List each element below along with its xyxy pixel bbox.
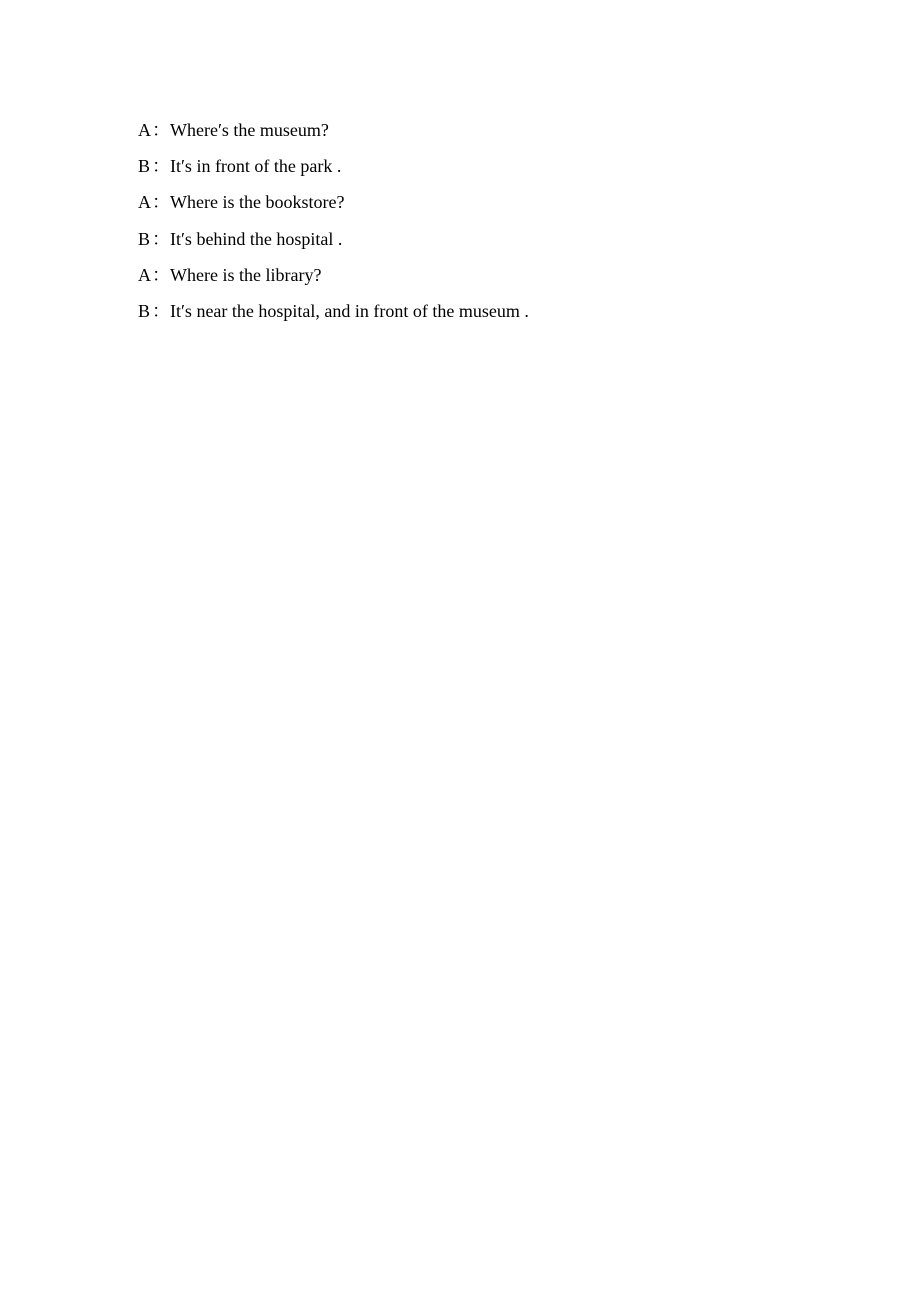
speaker-separator: ： (152, 156, 170, 177)
dialogue-text: Where′s the museum? (170, 120, 329, 140)
speaker-separator: ： (152, 300, 170, 321)
speaker-separator: ： (152, 228, 170, 249)
speaker-label: A (138, 120, 151, 140)
dialogue-text: It′s near the hospital, and in front of the museum . (170, 300, 529, 321)
dialogue-text: Where is the library? (170, 264, 322, 285)
speaker-label: B (138, 228, 151, 249)
speaker-separator: ： (152, 192, 170, 213)
dialogue-line (138, 190, 798, 226)
dialogue-line (138, 263, 798, 299)
speaker-label: A (138, 264, 151, 285)
speaker-separator: ： (152, 120, 170, 140)
dialogue-line (138, 299, 798, 335)
dialogue-line (138, 227, 798, 263)
speaker-separator: ： (152, 264, 170, 285)
dialogue-line (138, 154, 798, 190)
dialogue (138, 118, 798, 335)
speaker-label: B (138, 300, 151, 321)
dialogue-line (138, 118, 798, 154)
speaker-label: B (138, 156, 151, 177)
dialogue-text: Where is the bookstore? (170, 192, 345, 213)
dialogue-text: It′s in front of the park . (170, 156, 342, 177)
dialogue-text: It′s behind the hospital . (170, 228, 343, 249)
speaker-label: A (138, 192, 151, 213)
